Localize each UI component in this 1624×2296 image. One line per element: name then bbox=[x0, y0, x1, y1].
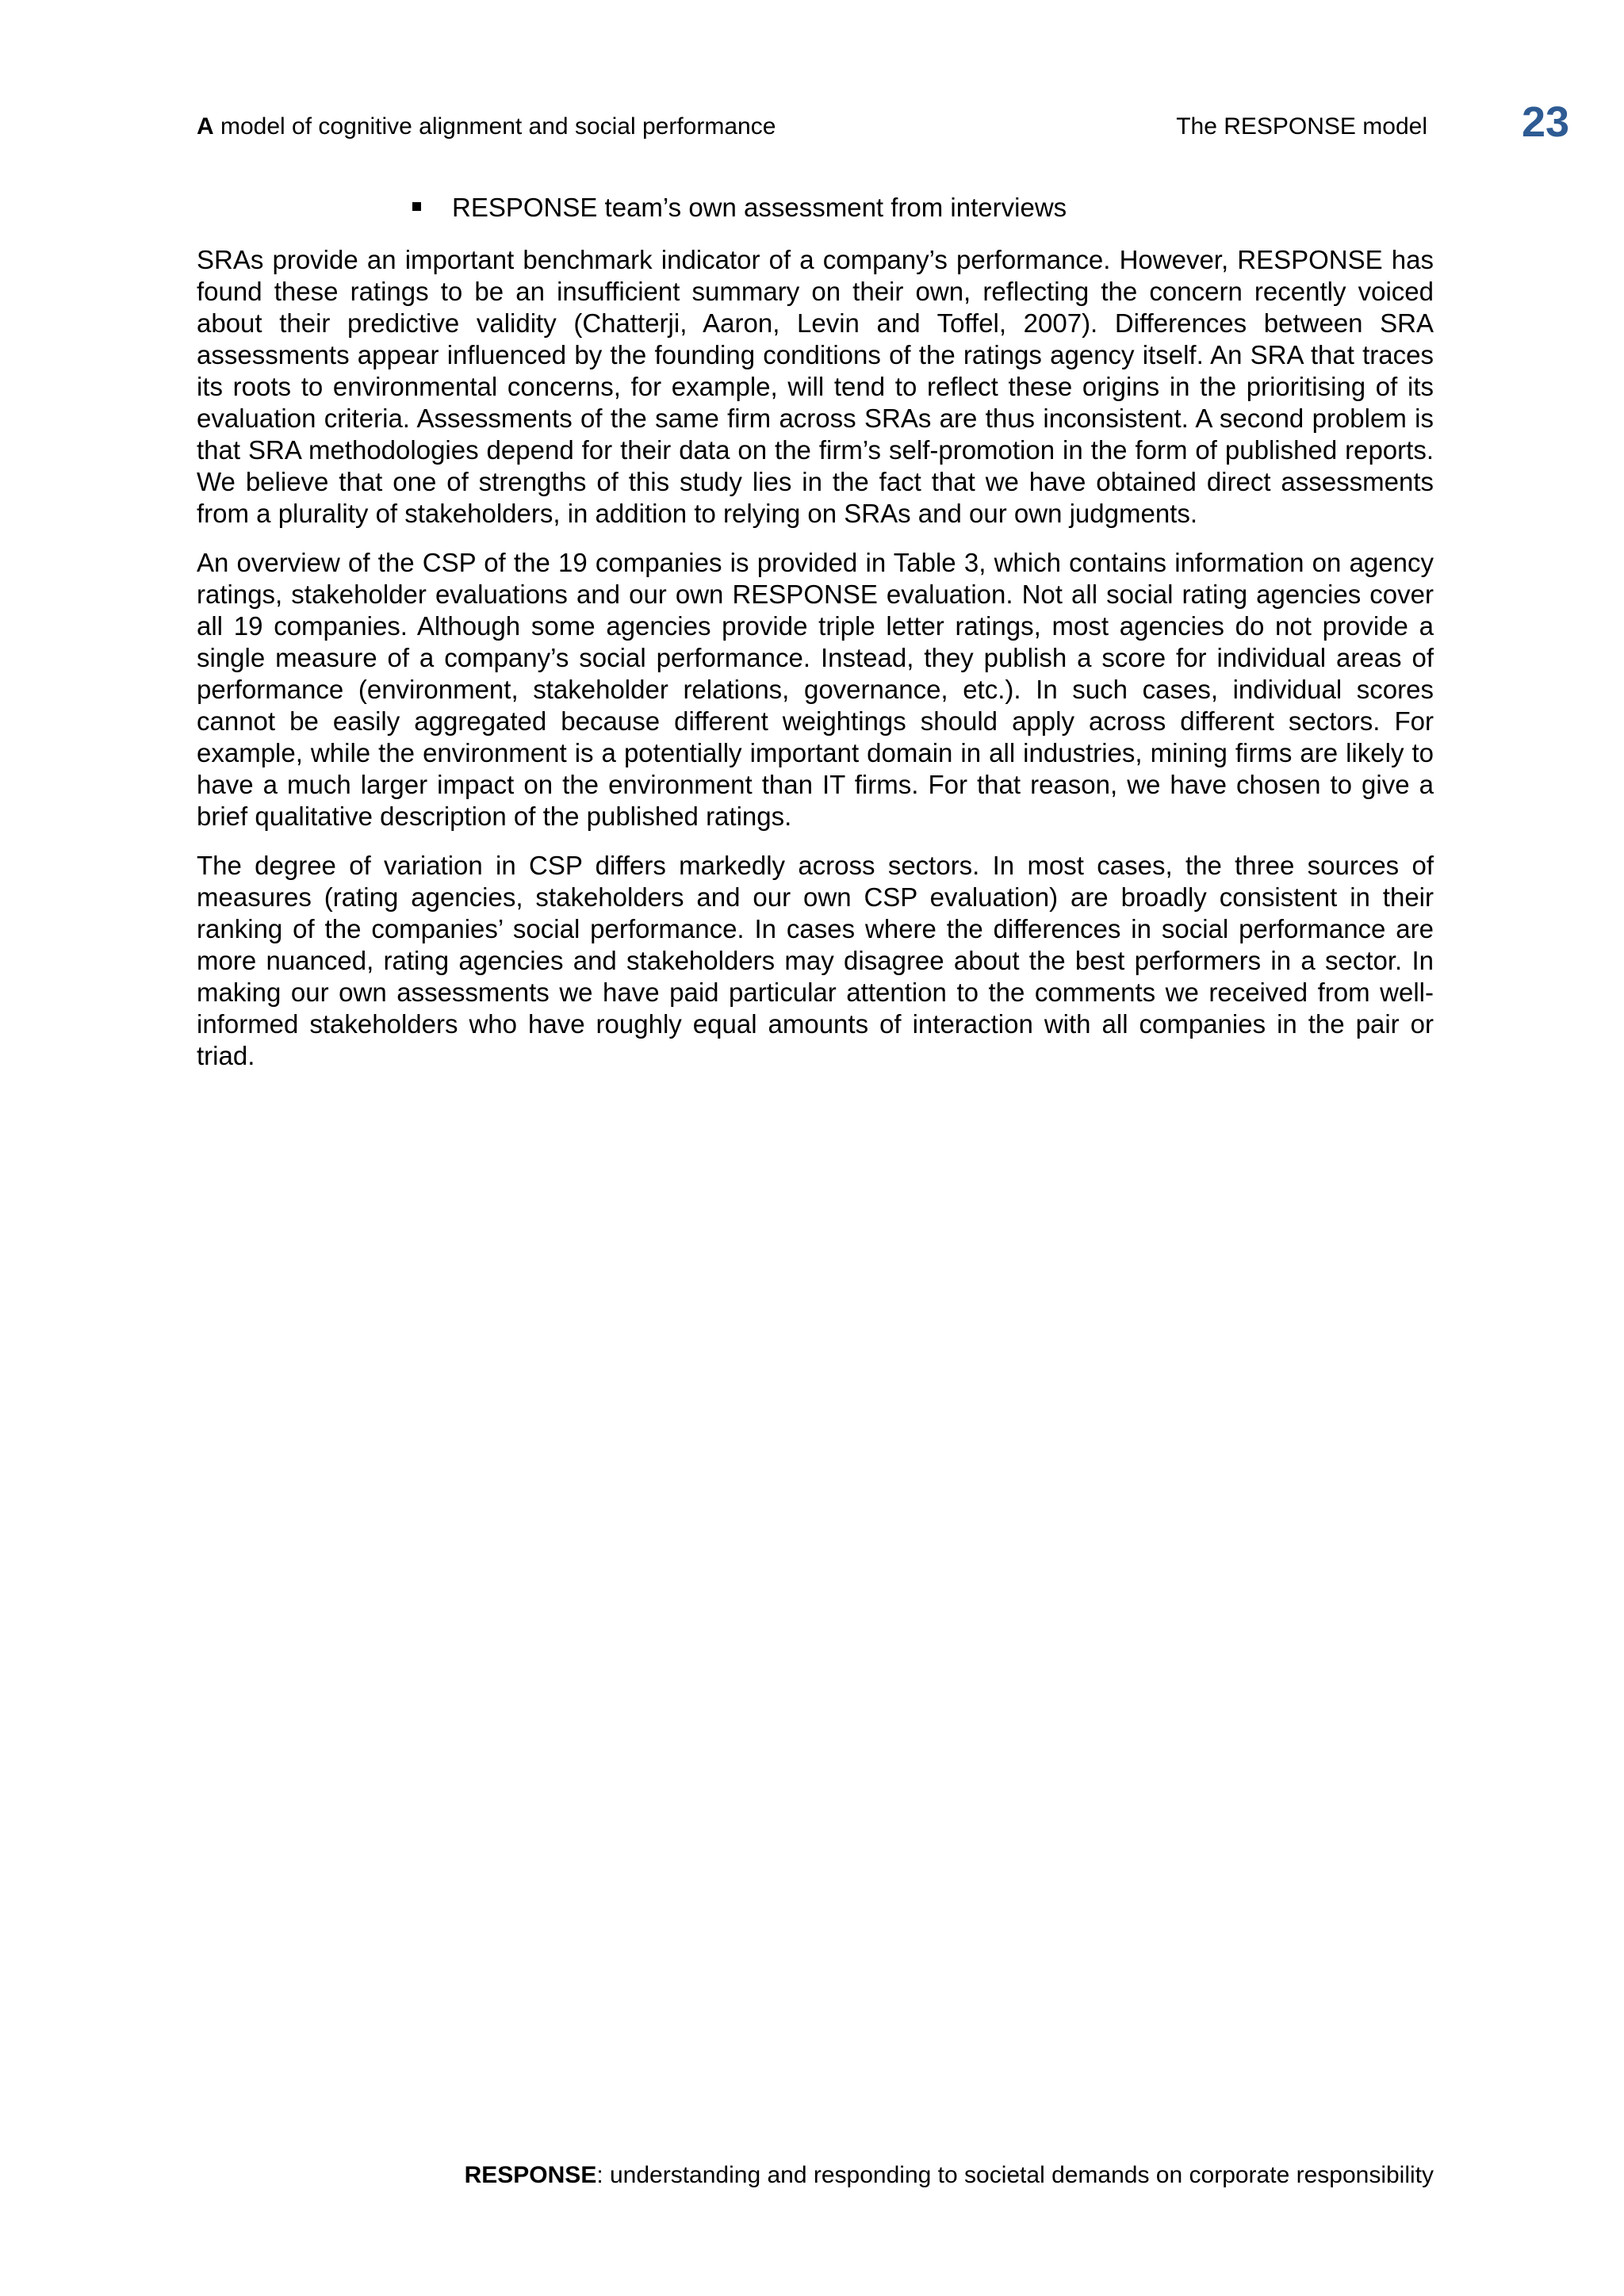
bullet-list bbox=[197, 192, 1434, 224]
list-item bbox=[404, 192, 1434, 224]
paragraph-csp-variation: The degree of variation in CSP differs markedly across sectors. In most cases, the three sources of measures (rating agencies, stakeholders and our own CSP evaluation) are broadly consistent in their ranking of the companies’ social performance. In cases where the differences in social performance are more nuanced, rating agencies and stakeholders may disagree about the best performers in a sector. In making our own assessments we have paid particular attention to the comments we received from well-informed stakeholders who have roughly equal amounts of interaction with all companies in the pair or triad. bbox=[197, 851, 1434, 1070]
square-bullet-icon bbox=[412, 202, 421, 211]
page-number: 23 bbox=[1521, 98, 1570, 146]
running-footer bbox=[197, 2158, 1434, 2193]
list-item-text: RESPONSE team’s own assessment from interviews bbox=[452, 193, 1067, 222]
section-title: The RESPONSE model bbox=[1176, 113, 1427, 140]
running-header bbox=[197, 109, 1427, 144]
paragraph-csp-overview: An overview of the CSP of the 19 companies is provided in Table 3, which contains information on agency ratings, stakeholder evaluations and our own RESPONSE evaluation. Not all social rating agencies cover all 19 companies. Although some agencies provide triple letter ratings, most agencies do not provide a single measure of a company’s social performance. Instead, they publish a score for individual areas of performance (environment, stakeholder relations, governance, etc.). In such cases, individual scores cannot be easily aggregated because different weightings should apply across different sectors. For example, while the environment is a potentially important domain in all industries, mining firms are likely to have a much larger impact on the environment than IT firms. For that reason, we have chosen to give a brief qualitative description of the published ratings. bbox=[197, 548, 1434, 831]
footer-tagline: : understanding and responding to societal demands on corporate responsibility bbox=[596, 2162, 1434, 2188]
document-title-bold: A bbox=[197, 113, 214, 140]
footer-project-name: RESPONSE bbox=[464, 2162, 597, 2188]
body-text bbox=[197, 192, 1434, 1089]
document-title bbox=[197, 109, 776, 144]
document-title-rest: model of cognitive alignment and social performance bbox=[213, 113, 776, 140]
paragraph-sra-ratings: SRAs provide an important benchmark indicator of a company’s performance. However, RESPONSE has found these ratings to be an insufficient summary on their own, reflecting the concern recently voiced about their predictive validity (Chatterji, Aaron, Levin and Toffel, 2007). Differences between SRA assessments appear influenced by the founding conditions of the ratings agency itself. An SRA that traces its roots to environmental concerns, for example, will tend to reflect these origins in the prioritising of its evaluation criteria. Assessments of the same firm across SRAs are thus inconsistent. A second problem is that SRA methodologies depend for their data on the firm’s self-promotion in the form of published reports. We believe that one of strengths of this study lies in the fact that we have obtained direct assessments from a plurality of stakeholders, in addition to relying on SRAs and our own judgments. bbox=[197, 245, 1434, 528]
